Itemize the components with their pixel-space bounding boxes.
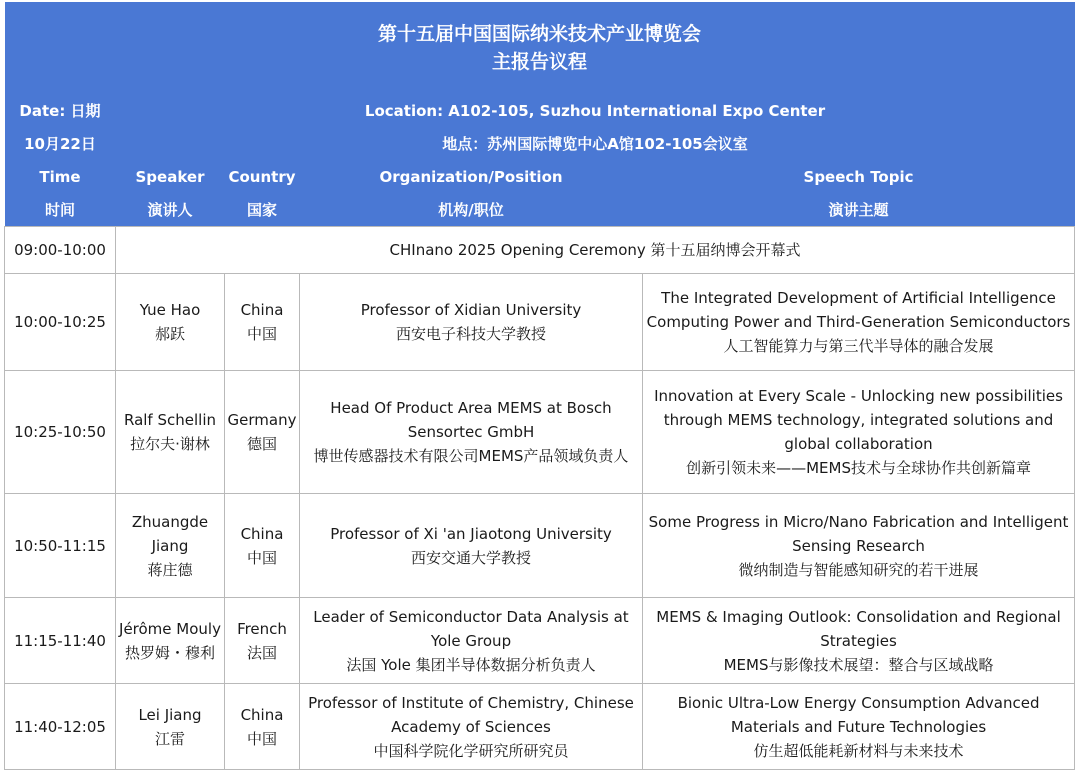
country-en: French: [237, 619, 287, 638]
row-country: [225, 598, 300, 684]
location-cn: 地点：苏州国际博览中心A馆102-105会议室: [116, 127, 1075, 160]
agenda-table: [4, 2, 1075, 770]
col-org-cn: 机构/职位: [300, 193, 643, 227]
country-cn: 德国: [246, 435, 277, 453]
topic-en: Bionic Ultra-Low Energy Consumption Advanced Materials and Future Technologies: [677, 693, 1040, 736]
row-speaker: [116, 494, 225, 598]
country-cn: 中国: [246, 548, 277, 567]
column-header-en: [5, 160, 1075, 193]
ceremony-time: 09:00-10:00: [5, 227, 116, 274]
country-en: China: [240, 524, 284, 543]
topic-en: MEMS & Imaging Outlook: Consolidation and Regional Strategies: [656, 607, 1061, 650]
column-header-cn: [5, 193, 1075, 227]
topic-en: Some Progress in Micro/Nano Fabrication and Intelligent Sensing Research: [648, 512, 1069, 555]
topic-cn: 创新引领未来——MEMS技术与全球协作共创新篇章: [686, 459, 1031, 477]
org-cn: 西安电子科技大学教授: [395, 325, 546, 343]
row-time: 10:00-10:25: [5, 274, 116, 371]
date-location-row-2: [5, 127, 1075, 160]
topic-en: Innovation at Every Scale - Unlocking new possibilities through MEMS technology, integrated solutions and global collaboration: [654, 387, 1063, 453]
col-speaker-en: Speaker: [116, 160, 225, 193]
topic-cn: 人工智能算力与第三代半导体的融合发展: [723, 337, 994, 355]
speaker-cn: 蒋庄德: [147, 560, 193, 579]
row-topic: [643, 598, 1075, 684]
row-organization: [300, 598, 643, 684]
table-row: [5, 274, 1075, 371]
country-en: China: [240, 705, 284, 724]
col-time-cn: 时间: [5, 193, 116, 227]
org-cn: 西安交通大学教授: [410, 548, 531, 567]
table-row: [5, 494, 1075, 598]
title-line-1: 第十五届中国国际纳米技术产业博览会: [378, 23, 702, 45]
country-cn: 中国: [246, 729, 277, 748]
country-en: Germany: [227, 411, 297, 429]
col-country-en: Country: [225, 160, 300, 193]
org-cn: 法国 Yole 集团半导体数据分析负责人: [346, 655, 596, 674]
speaker-en: Zhuangde Jiang: [131, 512, 209, 555]
table-row: [5, 371, 1075, 494]
table-row: [5, 598, 1075, 684]
row-organization: [300, 371, 643, 494]
row-time: 10:25-10:50: [5, 371, 116, 494]
org-en: Leader of Semiconductor Data Analysis at Yole Group: [313, 607, 629, 650]
org-cn: 博世传感器技术有限公司MEMS产品领域负责人: [313, 447, 629, 465]
speaker-en: Yue Hao: [139, 301, 201, 319]
speaker-cn: 江雷: [154, 729, 185, 748]
topic-cn: MEMS与影像技术展望：整合与区域战略: [723, 655, 994, 674]
org-en: Professor of Xi 'an Jiaotong University: [330, 524, 612, 543]
row-country: [225, 684, 300, 770]
row-organization: [300, 494, 643, 598]
row-topic: [643, 494, 1075, 598]
row-speaker: [116, 371, 225, 494]
topic-cn: 微纳制造与智能感知研究的若干进展: [738, 560, 979, 579]
topic-cn: 仿生超低能耗新材料与未来技术: [753, 741, 964, 760]
row-topic: [643, 684, 1075, 770]
row-time: 11:40-12:05: [5, 684, 116, 770]
col-org-en: Organization/Position: [300, 160, 643, 193]
agenda-sheet: [4, 2, 1074, 775]
title-row: [5, 2, 1075, 94]
country-cn: 中国: [246, 325, 277, 343]
col-time-en: Time: [5, 160, 116, 193]
org-en: Professor of Xidian University: [360, 301, 582, 319]
row-organization: [300, 274, 643, 371]
speaker-en: Lei Jiang: [138, 705, 202, 724]
country-cn: 法国: [246, 643, 277, 662]
topic-en: The Integrated Development of Artificial Intelligence Computing Power and Third-Generation Semiconductors: [646, 289, 1071, 331]
ceremony-row: [5, 227, 1075, 274]
org-cn: 中国科学院化学研究所研究员: [373, 741, 569, 760]
row-topic: [643, 371, 1075, 494]
location-en: Location: A102-105, Suzhou International Expo Center: [116, 94, 1075, 127]
table-row: [5, 684, 1075, 770]
row-time: 10:50-11:15: [5, 494, 116, 598]
date-value: 10月22日: [5, 127, 116, 160]
col-topic-cn: 演讲主题: [643, 193, 1075, 227]
col-topic-en: Speech Topic: [643, 160, 1075, 193]
title-line-2: 主报告议程: [492, 51, 588, 73]
row-speaker: [116, 598, 225, 684]
row-organization: [300, 684, 643, 770]
date-location-row: [5, 94, 1075, 127]
row-country: [225, 274, 300, 371]
country-en: China: [240, 301, 284, 319]
row-speaker: [116, 684, 225, 770]
row-time: 11:15-11:40: [5, 598, 116, 684]
org-en: Professor of Institute of Chemistry, Chinese Academy of Sciences: [308, 693, 634, 736]
row-topic: [643, 274, 1075, 371]
row-country: [225, 494, 300, 598]
speaker-en: Ralf Schellin: [123, 411, 216, 429]
speaker-en: Jérôme Mouly: [119, 619, 221, 638]
row-country: [225, 371, 300, 494]
col-speaker-cn: 演讲人: [116, 193, 225, 227]
row-speaker: [116, 274, 225, 371]
date-label: Date: 日期: [5, 94, 116, 127]
org-en: Head Of Product Area MEMS at Bosch Sensortec GmbH: [330, 399, 612, 441]
speaker-cn: 郝跃: [154, 325, 185, 343]
col-country-cn: 国家: [225, 193, 300, 227]
page-title: [5, 2, 1075, 94]
ceremony-text: CHInano 2025 Opening Ceremony 第十五届纳博会开幕式: [116, 227, 1075, 274]
speaker-cn: 热罗姆・穆利: [124, 643, 215, 662]
speaker-cn: 拉尔夫·谢林: [130, 435, 210, 453]
